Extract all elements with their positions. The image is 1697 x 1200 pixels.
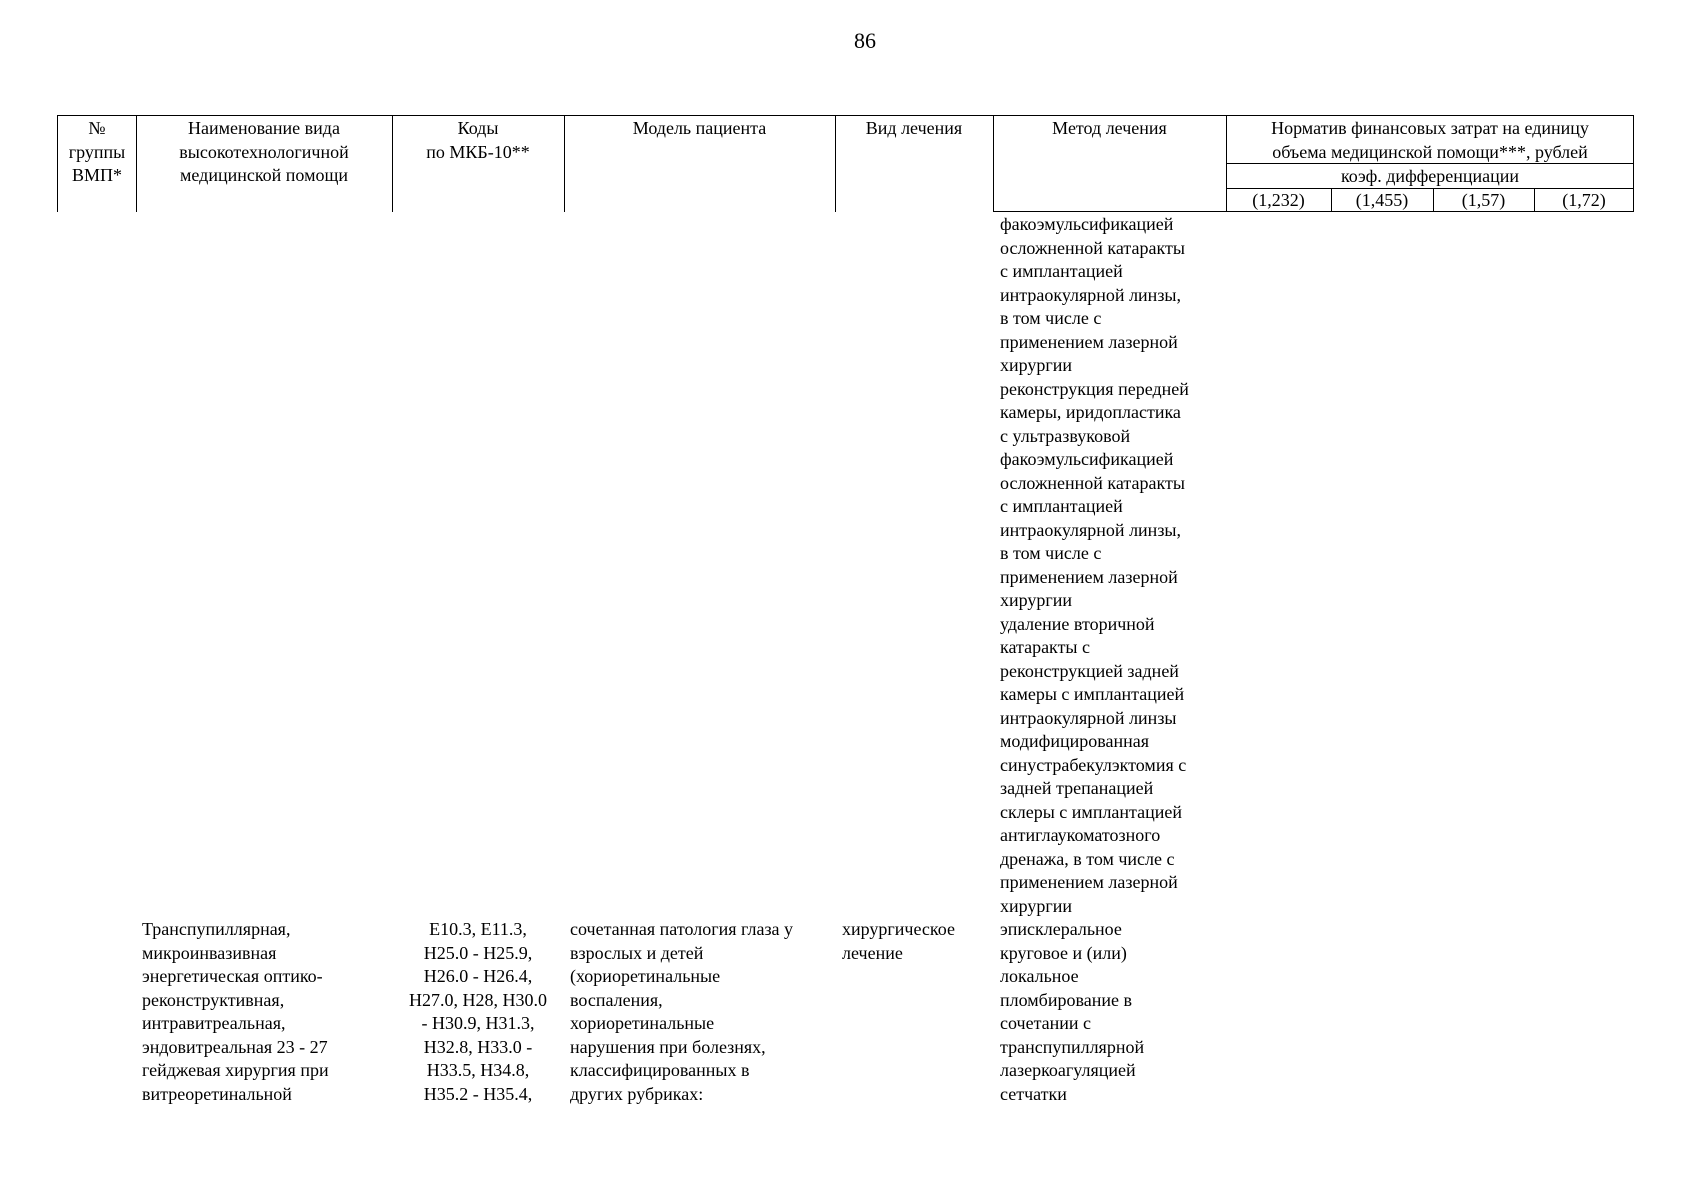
header-treatment-method: Метод лечения (1052, 118, 1167, 138)
header-group-no: № группы ВМП* (68, 118, 126, 185)
header-vmp-name: Наименование вида высокотехнологичной медицинской помощи (179, 118, 349, 185)
coef-value-1: (1,232) (1252, 190, 1305, 210)
row-treatment-method: эписклеральное круговое и (или) локальное пломбирование в сочетании с транспупиллярной лазеркоагуляцией сетчатки (1000, 919, 1145, 1104)
coef-value-2: (1,455) (1355, 190, 1409, 210)
coef-value-4: (1,72) (1562, 190, 1606, 210)
header-normative: Норматив финансовых затрат на единицу объема медицинской помощи***, рублей (1271, 118, 1589, 162)
header-coefficient: коэф. дифференциации (1340, 166, 1520, 186)
row-codes: E10.3, E11.3, H25.0 - H25.9, H26.0 - H26.4, H27.0, H28, H30.0 - H30.9, H31.3, H32.8, H33.0 - H33.5, H34.8, H35.2 - H35.4, (409, 919, 547, 1104)
header-codes: Коды по МКБ-10** (426, 118, 530, 162)
row-treatment-type: хирургическое лечение (842, 919, 955, 963)
row-vmp-name: Транспупиллярная, микроинвазивная энергетическая оптико- реконструктивная, интравитреальная, эндовитреальная 23 - 27 гейджевая хирургия при витреоретинальной (142, 919, 329, 1104)
header-treatment-type: Вид лечения (865, 118, 963, 138)
header-top-border (57, 115, 1634, 116)
continued-treatment-methods: факоэмульсификацией осложненной катаракты с имплантацией интраокулярной линзы, в том числе с применением лазерной хирургии реконструкция передней камеры, иридопластика с ультразвуковой факоэмульсификацией осложненной катаракты с имплантацией интраокулярной линзы, в том числе с применением лазерной хирургии удаление вторичной катаракты с реконструкцией задней камеры с имплантацией интраокулярной линзы модифицированная синустрабекулэктомия с задней трепанацией склеры с имплантацией антиглаукоматозного дренажа, в том числе с применением лазерной хирургии (1000, 214, 1189, 916)
header-patient-model: Модель пациента (632, 118, 767, 138)
coef-value-3: (1,57) (1461, 190, 1506, 210)
row-patient-model: сочетанная патология глаза у взрослых и детей (хориоретинальные воспаления, хориоретинальные нарушения при болезнях, классифицированных в других рубриках: (570, 919, 794, 1104)
page-number: 86 (854, 28, 876, 53)
